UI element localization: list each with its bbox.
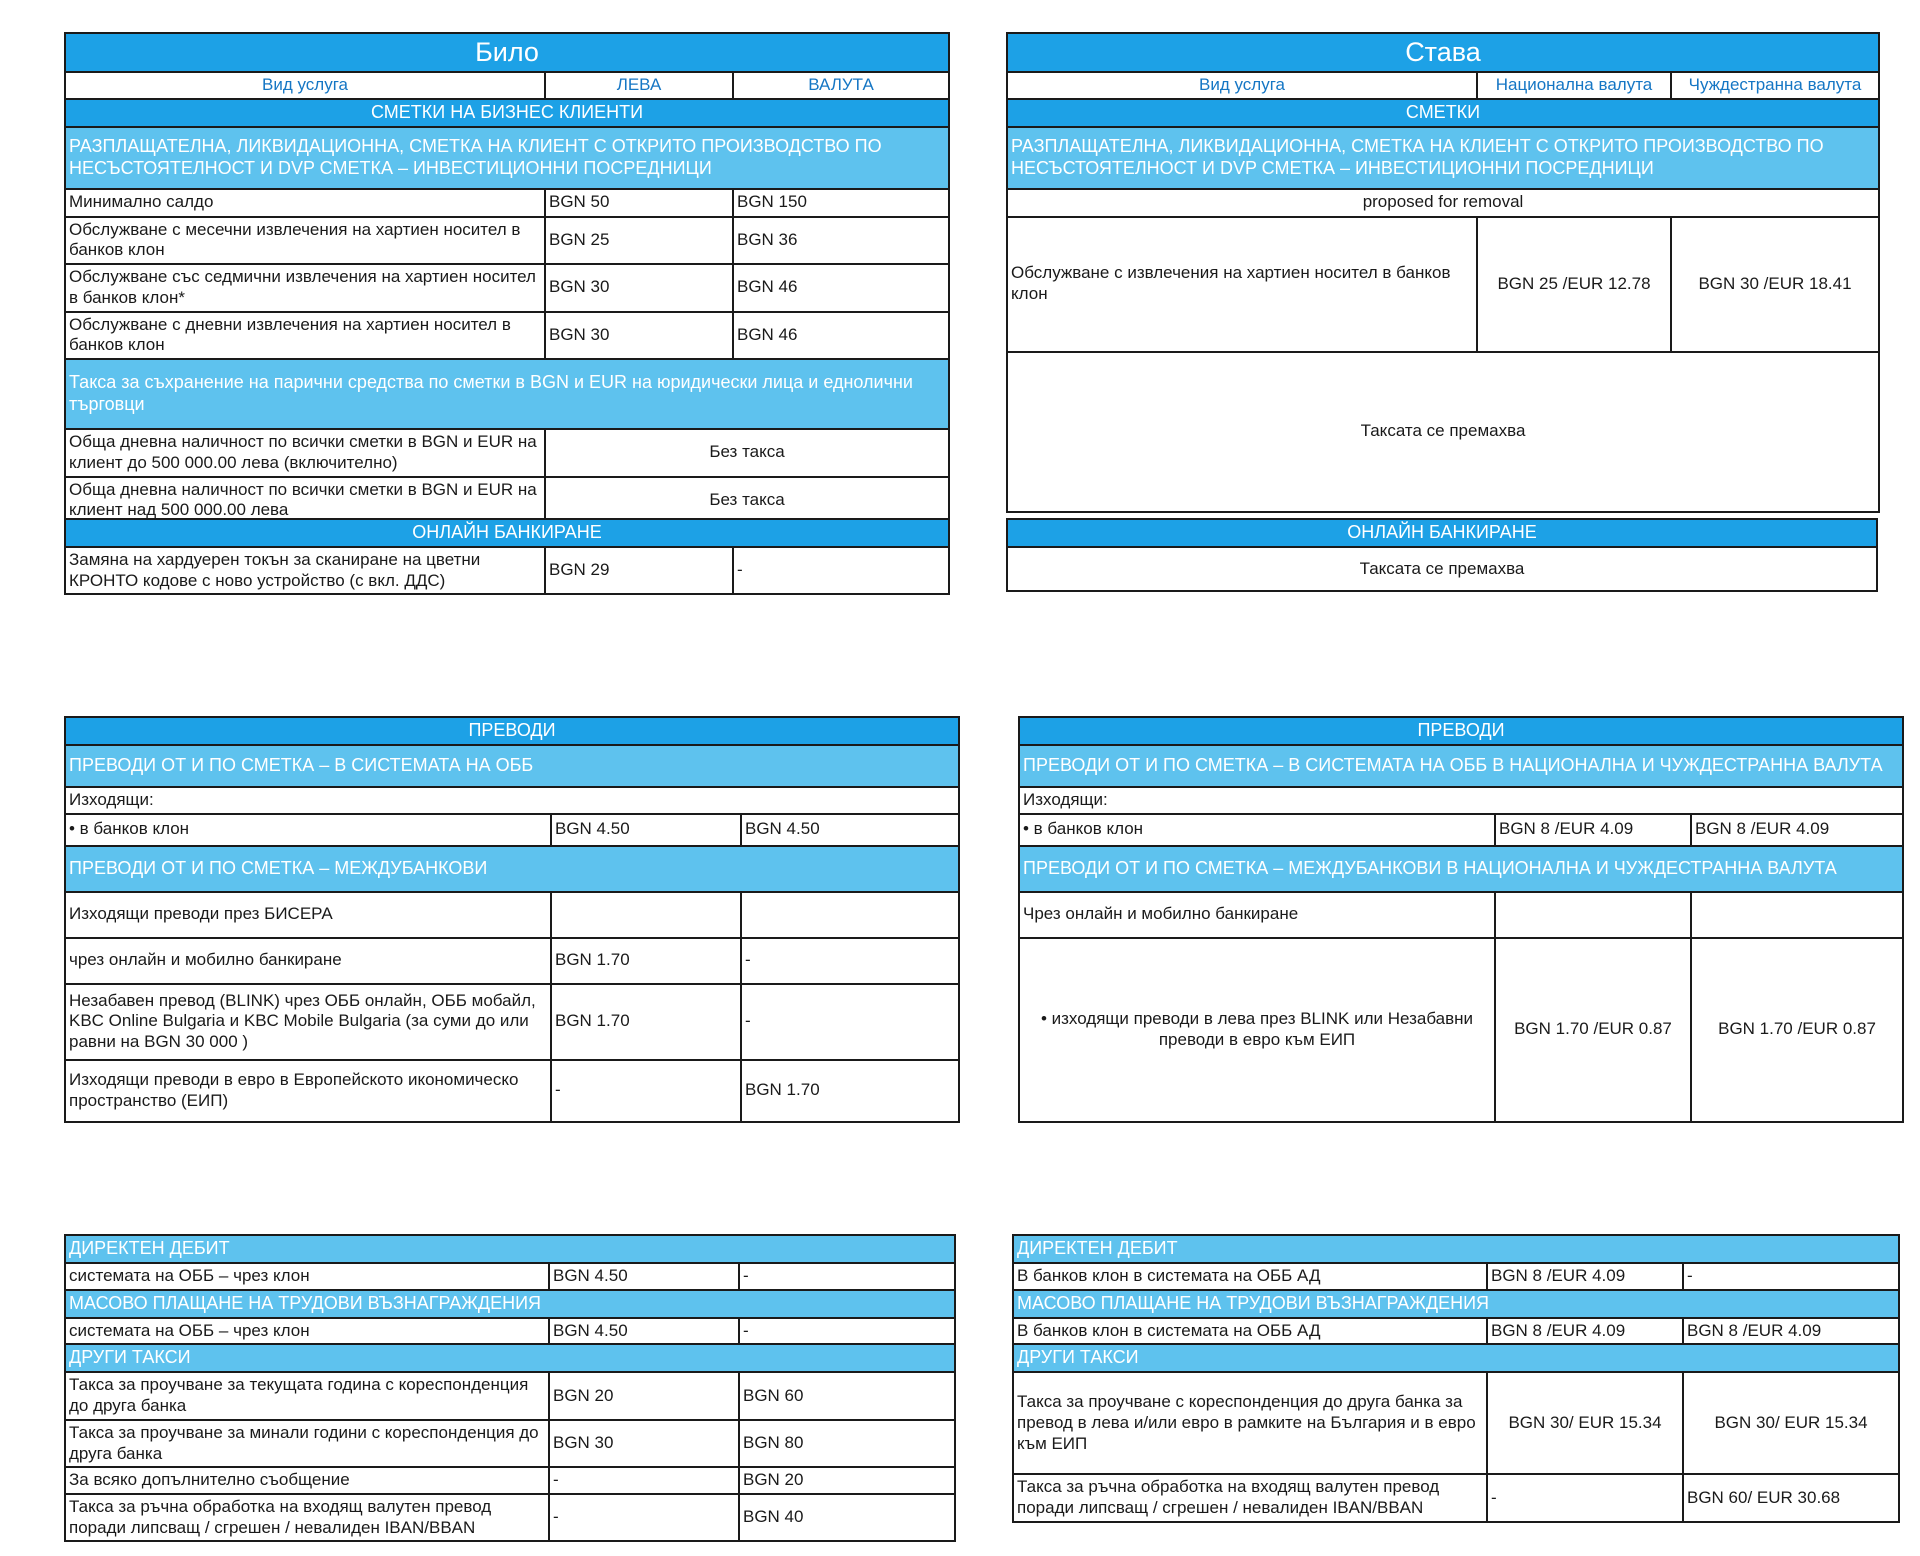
table-row bbox=[65, 217, 949, 264]
row-bgn: - bbox=[549, 1494, 739, 1541]
row-label: Изходящи преводи през БИСЕРА bbox=[65, 892, 551, 938]
after-accounts-header: СМЕТКИ bbox=[1007, 99, 1879, 127]
before-online-table bbox=[64, 518, 948, 595]
row-bgn: BGN 4.50 bbox=[549, 1263, 739, 1290]
row-label: Обслужване с месечни извлечения на хартиен носител в банков клон bbox=[65, 217, 545, 264]
after-title: Става bbox=[1007, 33, 1879, 72]
row-foreign: BGN 8 /EUR 4.09 bbox=[1683, 1318, 1899, 1345]
row-label: чрез онлайн и мобилно банкиране bbox=[65, 938, 551, 984]
before-col-service: Вид услуга bbox=[65, 72, 545, 99]
row-label: За всяко допълнително съобщение bbox=[65, 1467, 549, 1494]
before-online-header: ОНЛАЙН БАНКИРАНЕ bbox=[65, 519, 949, 547]
row-fx: BGN 60 bbox=[739, 1372, 955, 1419]
row-bgn: BGN 4.50 bbox=[549, 1318, 739, 1345]
after-transfers-table bbox=[1018, 716, 1902, 1123]
table-row bbox=[1007, 217, 1879, 352]
row-fx: BGN 46 bbox=[733, 264, 949, 311]
row-label: В банков клон в системата на ОББ АД bbox=[1013, 1318, 1487, 1345]
row-label: Изходящи преводи в евро в Европейското икономическо пространство (ЕИП) bbox=[65, 1060, 551, 1122]
row-bgn: BGN 1.70 bbox=[551, 938, 741, 984]
row-label: Такса за проучване за текущата година с кореспонденция до друга банка bbox=[65, 1372, 549, 1419]
table-row bbox=[65, 984, 959, 1060]
after-debit-table bbox=[1012, 1234, 1898, 1523]
table-row bbox=[1013, 1372, 1899, 1474]
row-foreign: - bbox=[1683, 1263, 1899, 1290]
after-payroll-header: МАСОВО ПЛАЩАНЕ НА ТРУДОВИ ВЪЗНАГРАЖДЕНИЯ bbox=[1013, 1290, 1899, 1318]
before-interbank-header: ПРЕВОДИ ОТ И ПО СМЕТКА – МЕЖДУБАНКОВИ bbox=[65, 846, 959, 892]
row-bgn: - bbox=[549, 1467, 739, 1494]
row-fx: BGN 80 bbox=[739, 1420, 955, 1467]
row-national: BGN 30/ EUR 15.34 bbox=[1487, 1372, 1683, 1474]
row-bgn: BGN 1.70 bbox=[551, 984, 741, 1060]
row-foreign bbox=[1691, 892, 1903, 938]
before-payroll-header: МАСОВО ПЛАЩАНЕ НА ТРУДОВИ ВЪЗНАГРАЖДЕНИЯ bbox=[65, 1290, 955, 1318]
row-label: Такса за проучване с кореспонденция до друга банка за превод в лева и/или евро в рамките на България и в евро към ЕИП bbox=[1013, 1372, 1487, 1474]
before-accounts-header: СМЕТКИ НА БИЗНЕС КЛИЕНТИ bbox=[65, 99, 949, 127]
row-label: Обслужване с дневни извлечения на хартиен носител в банков клон bbox=[65, 312, 545, 359]
before-col-fx: ВАЛУТА bbox=[733, 72, 949, 99]
table-row bbox=[65, 1494, 955, 1541]
after-accounts-subheader: РАЗПЛАЩАТЕЛНА, ЛИКВИДАЦИОННА, СМЕТКА НА КЛИЕНТ С ОТКРИТО ПРОИЗВОДСТВО ПО НЕСЪСТОЯТЕЛНОСТ И DVP СМЕТКА – ИНВЕСТИЦИОННИ ПОСРЕДНИЦИ bbox=[1007, 127, 1879, 189]
row-fx: BGN 150 bbox=[733, 189, 949, 217]
row-fx: - bbox=[739, 1263, 955, 1290]
row-label: В банков клон в системата на ОББ АД bbox=[1013, 1263, 1487, 1290]
row-label: Минимално салдо bbox=[65, 189, 545, 217]
table-row bbox=[65, 1467, 955, 1494]
row-fx: BGN 46 bbox=[733, 312, 949, 359]
row-national: - bbox=[1487, 1474, 1683, 1521]
table-row bbox=[65, 1060, 959, 1122]
row-bgn: BGN 30 bbox=[545, 264, 733, 311]
row-foreign: BGN 30/ EUR 15.34 bbox=[1683, 1372, 1899, 1474]
after-custody-removed: Таксата се премахва bbox=[1007, 352, 1879, 512]
table-row bbox=[65, 189, 949, 217]
row-bgn: BGN 30 bbox=[545, 312, 733, 359]
table-row bbox=[65, 429, 949, 476]
table-row bbox=[65, 892, 959, 938]
row-fx: BGN 40 bbox=[739, 1494, 955, 1541]
row-fx: - bbox=[741, 938, 959, 984]
row-fx: BGN 1.70 bbox=[741, 1060, 959, 1122]
row-label: системата на ОББ – чрез клон bbox=[65, 1318, 549, 1345]
table-row bbox=[65, 938, 959, 984]
row-label: • в банков клон bbox=[1019, 814, 1495, 846]
row-fx: BGN 36 bbox=[733, 217, 949, 264]
row-foreign: BGN 60/ EUR 30.68 bbox=[1683, 1474, 1899, 1521]
row-foreign: BGN 8 /EUR 4.09 bbox=[1691, 814, 1903, 846]
table-row bbox=[65, 1420, 955, 1467]
after-online-table bbox=[1006, 518, 1878, 592]
before-accounts-subheader: РАЗПЛАЩАТЕЛНА, ЛИКВИДАЦИОННА, СМЕТКА НА КЛИЕНТ С ОТКРИТО ПРОИЗВОДСТВО ПО НЕСЪСТОЯТЕЛНОСТ И DVP СМЕТКА – ИНВЕСТИЦИОННИ ПОСРЕДНИЦИ bbox=[65, 127, 949, 189]
after-col-national: Национална валута bbox=[1477, 72, 1671, 99]
after-online-header: ОНЛАЙН БАНКИРАНЕ bbox=[1007, 519, 1877, 547]
before-debit-header: ДИРЕКТЕН ДЕБИТ bbox=[65, 1235, 955, 1263]
after-internal-header: ПРЕВОДИ ОТ И ПО СМЕТКА – В СИСТЕМАТА НА ОББ В НАЦИОНАЛНА И ЧУЖДЕСТРАННА ВАЛУТА bbox=[1019, 745, 1903, 787]
table-row bbox=[65, 547, 949, 594]
row-bgn: BGN 25 bbox=[545, 217, 733, 264]
row-label: Такса за ръчна обработка на входящ валутен превод поради липсващ / сгрешен / невалиден IBAN/BBAN bbox=[1013, 1474, 1487, 1521]
table-row bbox=[65, 814, 959, 846]
table-row bbox=[65, 1318, 955, 1345]
row-label: Обслужване със седмични извлечения на хартиен носител в банков клон* bbox=[65, 264, 545, 311]
row-fx: - bbox=[739, 1318, 955, 1345]
row-national bbox=[1495, 892, 1691, 938]
row-bgn: BGN 4.50 bbox=[551, 814, 741, 846]
row-fx bbox=[741, 892, 959, 938]
row-bgn: BGN 30 bbox=[549, 1420, 739, 1467]
table-row bbox=[1013, 1318, 1899, 1345]
before-transfers-table bbox=[64, 716, 958, 1123]
table-row bbox=[1019, 892, 1903, 938]
after-removal-note: proposed for removal bbox=[1007, 189, 1879, 217]
before-debit-table bbox=[64, 1234, 954, 1542]
table-row bbox=[65, 312, 949, 359]
row-foreign: BGN 30 /EUR 18.41 bbox=[1671, 217, 1879, 352]
before-outgoing-label: Изходящи: bbox=[65, 787, 959, 814]
before-other-header: ДРУГИ ТАКСИ bbox=[65, 1344, 955, 1372]
after-col-foreign: Чуждестранна валута bbox=[1671, 72, 1879, 99]
table-row bbox=[1013, 1474, 1899, 1521]
table-row bbox=[1013, 1263, 1899, 1290]
row-label: Такса за проучване за минали години с кореспонденция до друга банка bbox=[65, 1420, 549, 1467]
row-label: • изходящи преводи в лева през BLINK или Незабавни преводи в евро към ЕИП bbox=[1019, 938, 1495, 1122]
after-interbank-header: ПРЕВОДИ ОТ И ПО СМЕТКА – МЕЖДУБАНКОВИ В НАЦИОНАЛНА И ЧУЖДЕСТРАННА ВАЛУТА bbox=[1019, 846, 1903, 892]
row-value: Без такса bbox=[545, 477, 949, 524]
after-accounts-table bbox=[1006, 32, 1878, 513]
row-label: системата на ОББ – чрез клон bbox=[65, 1263, 549, 1290]
row-bgn: BGN 20 bbox=[549, 1372, 739, 1419]
table-row bbox=[65, 264, 949, 311]
row-national: BGN 8 /EUR 4.09 bbox=[1495, 814, 1691, 846]
after-debit-header: ДИРЕКТЕН ДЕБИТ bbox=[1013, 1235, 1899, 1263]
table-row bbox=[65, 1263, 955, 1290]
row-bgn: - bbox=[551, 1060, 741, 1122]
after-online-removed: Таксата се премахва bbox=[1007, 547, 1877, 591]
row-label: • в банков клон bbox=[65, 814, 551, 846]
after-transfers-header: ПРЕВОДИ bbox=[1019, 717, 1903, 745]
row-bgn: BGN 50 bbox=[545, 189, 733, 217]
table-row bbox=[65, 477, 949, 524]
row-fx: - bbox=[733, 547, 949, 594]
table-row bbox=[1019, 938, 1903, 1122]
before-accounts-table bbox=[64, 32, 948, 525]
row-fx: BGN 4.50 bbox=[741, 814, 959, 846]
row-label: Обслужване с извлечения на хартиен носител в банков клон bbox=[1007, 217, 1477, 352]
row-label: Чрез онлайн и мобилно банкиране bbox=[1019, 892, 1495, 938]
before-title: Било bbox=[65, 33, 949, 72]
row-bgn bbox=[551, 892, 741, 938]
table-row bbox=[1019, 814, 1903, 846]
row-national: BGN 8 /EUR 4.09 bbox=[1487, 1318, 1683, 1345]
row-label: Обща дневна наличност по всички сметки в BGN и EUR на клиент над 500 000.00 лева bbox=[65, 477, 545, 524]
row-label: Обща дневна наличност по всички сметки в BGN и EUR на клиент до 500 000.00 лева (включително) bbox=[65, 429, 545, 476]
row-bgn: BGN 29 bbox=[545, 547, 733, 594]
row-fx: BGN 20 bbox=[739, 1467, 955, 1494]
before-custody-header: Такса за съхранение на парични средства по сметки в BGN и EUR на юридически лица и еднолични търговци bbox=[65, 359, 949, 429]
after-other-header: ДРУГИ ТАКСИ bbox=[1013, 1344, 1899, 1372]
row-national: BGN 1.70 /EUR 0.87 bbox=[1495, 938, 1691, 1122]
table-row bbox=[65, 1372, 955, 1419]
before-transfers-header: ПРЕВОДИ bbox=[65, 717, 959, 745]
row-foreign: BGN 1.70 /EUR 0.87 bbox=[1691, 938, 1903, 1122]
row-fx: - bbox=[741, 984, 959, 1060]
row-national: BGN 8 /EUR 4.09 bbox=[1487, 1263, 1683, 1290]
row-national: BGN 25 /EUR 12.78 bbox=[1477, 217, 1671, 352]
after-outgoing-label: Изходящи: bbox=[1019, 787, 1903, 814]
row-label: Замяна на хардуерен токън за сканиране на цветни КРОНТО кодове с ново устройство (с вкл. ДДС) bbox=[65, 547, 545, 594]
row-label: Такса за ръчна обработка на входящ валутен превод поради липсващ / сгрешен / невалиден IBAN/BBAN bbox=[65, 1494, 549, 1541]
row-value: Без такса bbox=[545, 429, 949, 476]
before-internal-header: ПРЕВОДИ ОТ И ПО СМЕТКА – В СИСТЕМАТА НА ОББ bbox=[65, 745, 959, 787]
row-label: Незабавен превод (BLINK) чрез ОББ онлайн, ОББ мобайл, KBC Online Bulgaria и KBC Mobile Bulgaria (за суми до или равни на BGN 30 000 ) bbox=[65, 984, 551, 1060]
after-col-service: Вид услуга bbox=[1007, 72, 1477, 99]
before-col-bgn: ЛЕВА bbox=[545, 72, 733, 99]
